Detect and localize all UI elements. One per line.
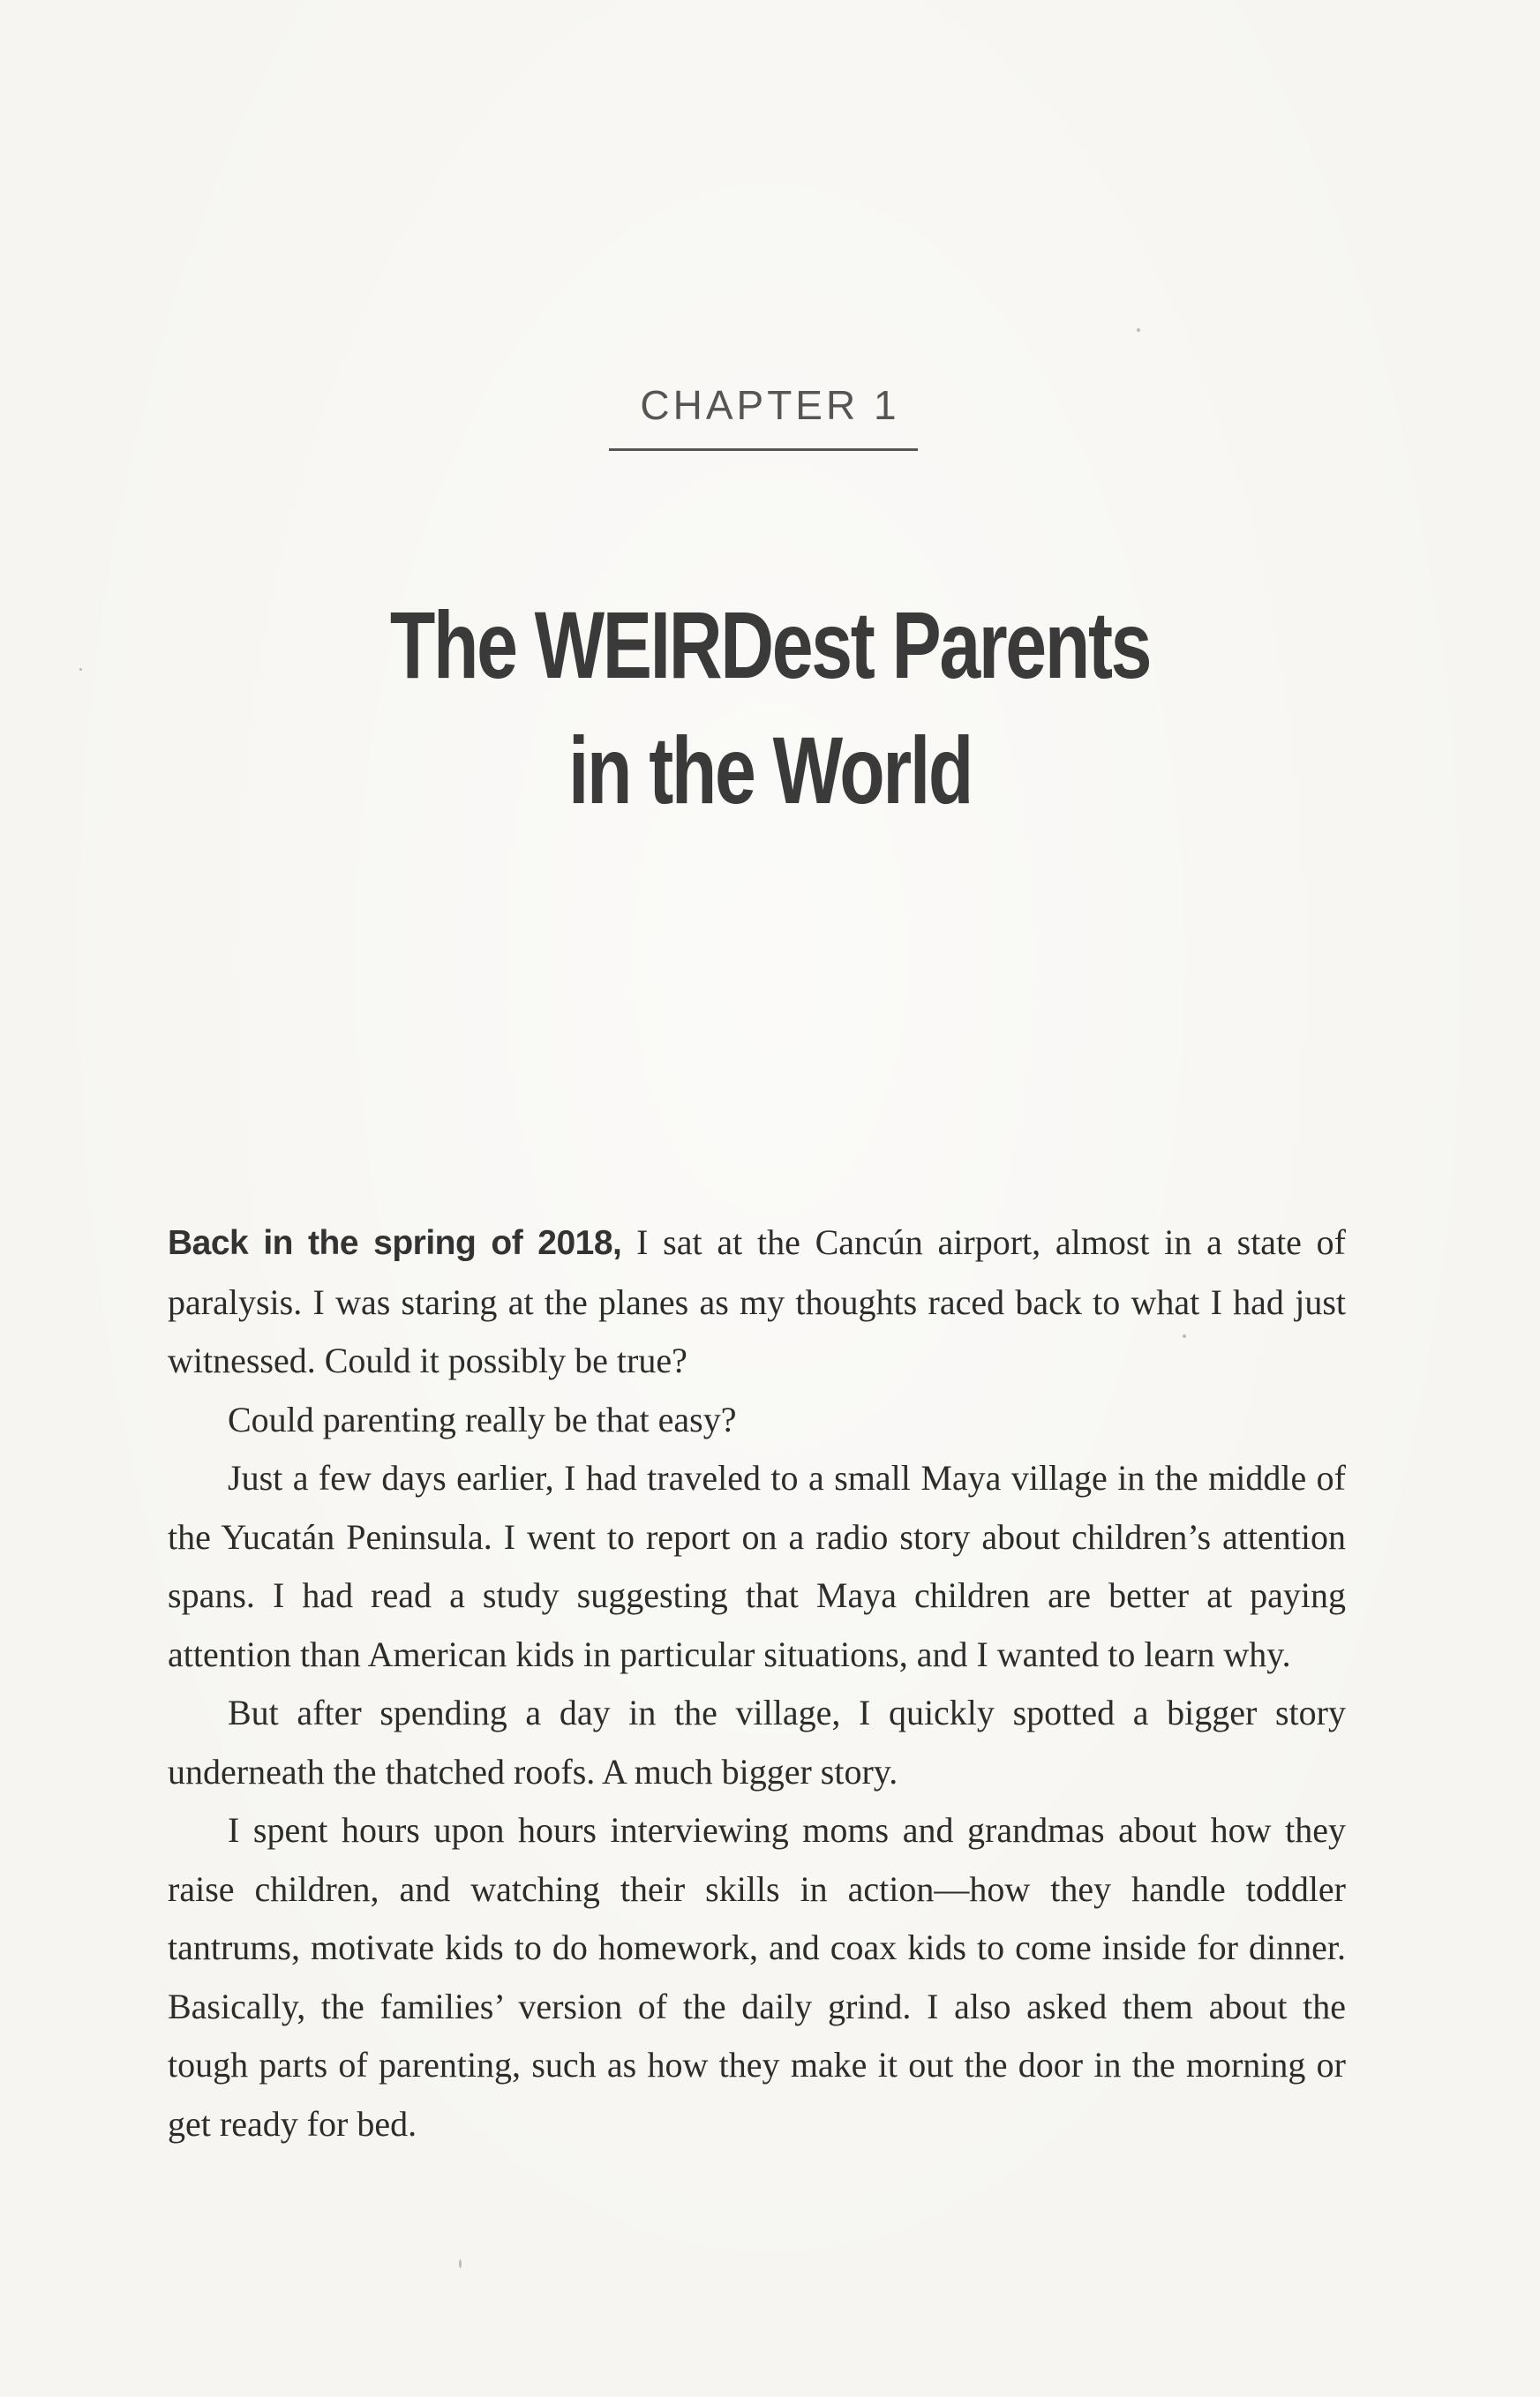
body-paragraph-1-text: I sat at the Cancún airport, almost in a state of paralysis. I was staring at the planes as my thoughts raced back to what I had just witnessed. Could it possibly be true? — [168, 1222, 1346, 1380]
lead-in-text: Back in the spring of 2018, — [168, 1224, 622, 1262]
paper-speck — [79, 668, 82, 671]
body-paragraph-2: Could parenting really be that easy? — [228, 1399, 737, 1439]
paper-speck — [1183, 1334, 1186, 1338]
body-paragraph-5: I spent hours upon hours interviewing moms and grandmas about how they raise children, and watching their skills in action—how they handle toddler tantrums, motivate kids to do homework, and coax kids to come inside for dinner. Basically, the families’ version of the daily grind. I also asked them about the tough parts of parenting, such as how they make it out the door in the morning or get ready for bed. — [168, 1810, 1346, 2144]
chapter-title-line-2: in the World — [567, 717, 973, 823]
chapter-label-underline — [609, 448, 918, 451]
chapter-label: CHAPTER 1 — [640, 382, 900, 428]
body-paragraph-4: But after spending a day in the village, I quickly spotted a bigger story underneath the thatched roofs. A much bigger story. — [168, 1693, 1346, 1792]
body-paragraph-1 — [168, 1214, 1346, 1391]
chapter-title-line-1: The WEIRDest Parents — [389, 591, 1151, 698]
paper-speck — [459, 2259, 462, 2268]
chapter-body — [168, 1214, 1346, 2153]
paper-speck — [1137, 328, 1140, 332]
body-paragraph-3: Just a few days earlier, I had traveled to a small Maya village in the middle of the Yucatán Peninsula. I went to report on a radio story about children’s attention spans. I had read a study suggesting that Maya children are better at paying attention than American kids in particular situations, and I wanted to learn why. — [168, 1458, 1346, 1674]
chapter-title — [169, 582, 1371, 833]
